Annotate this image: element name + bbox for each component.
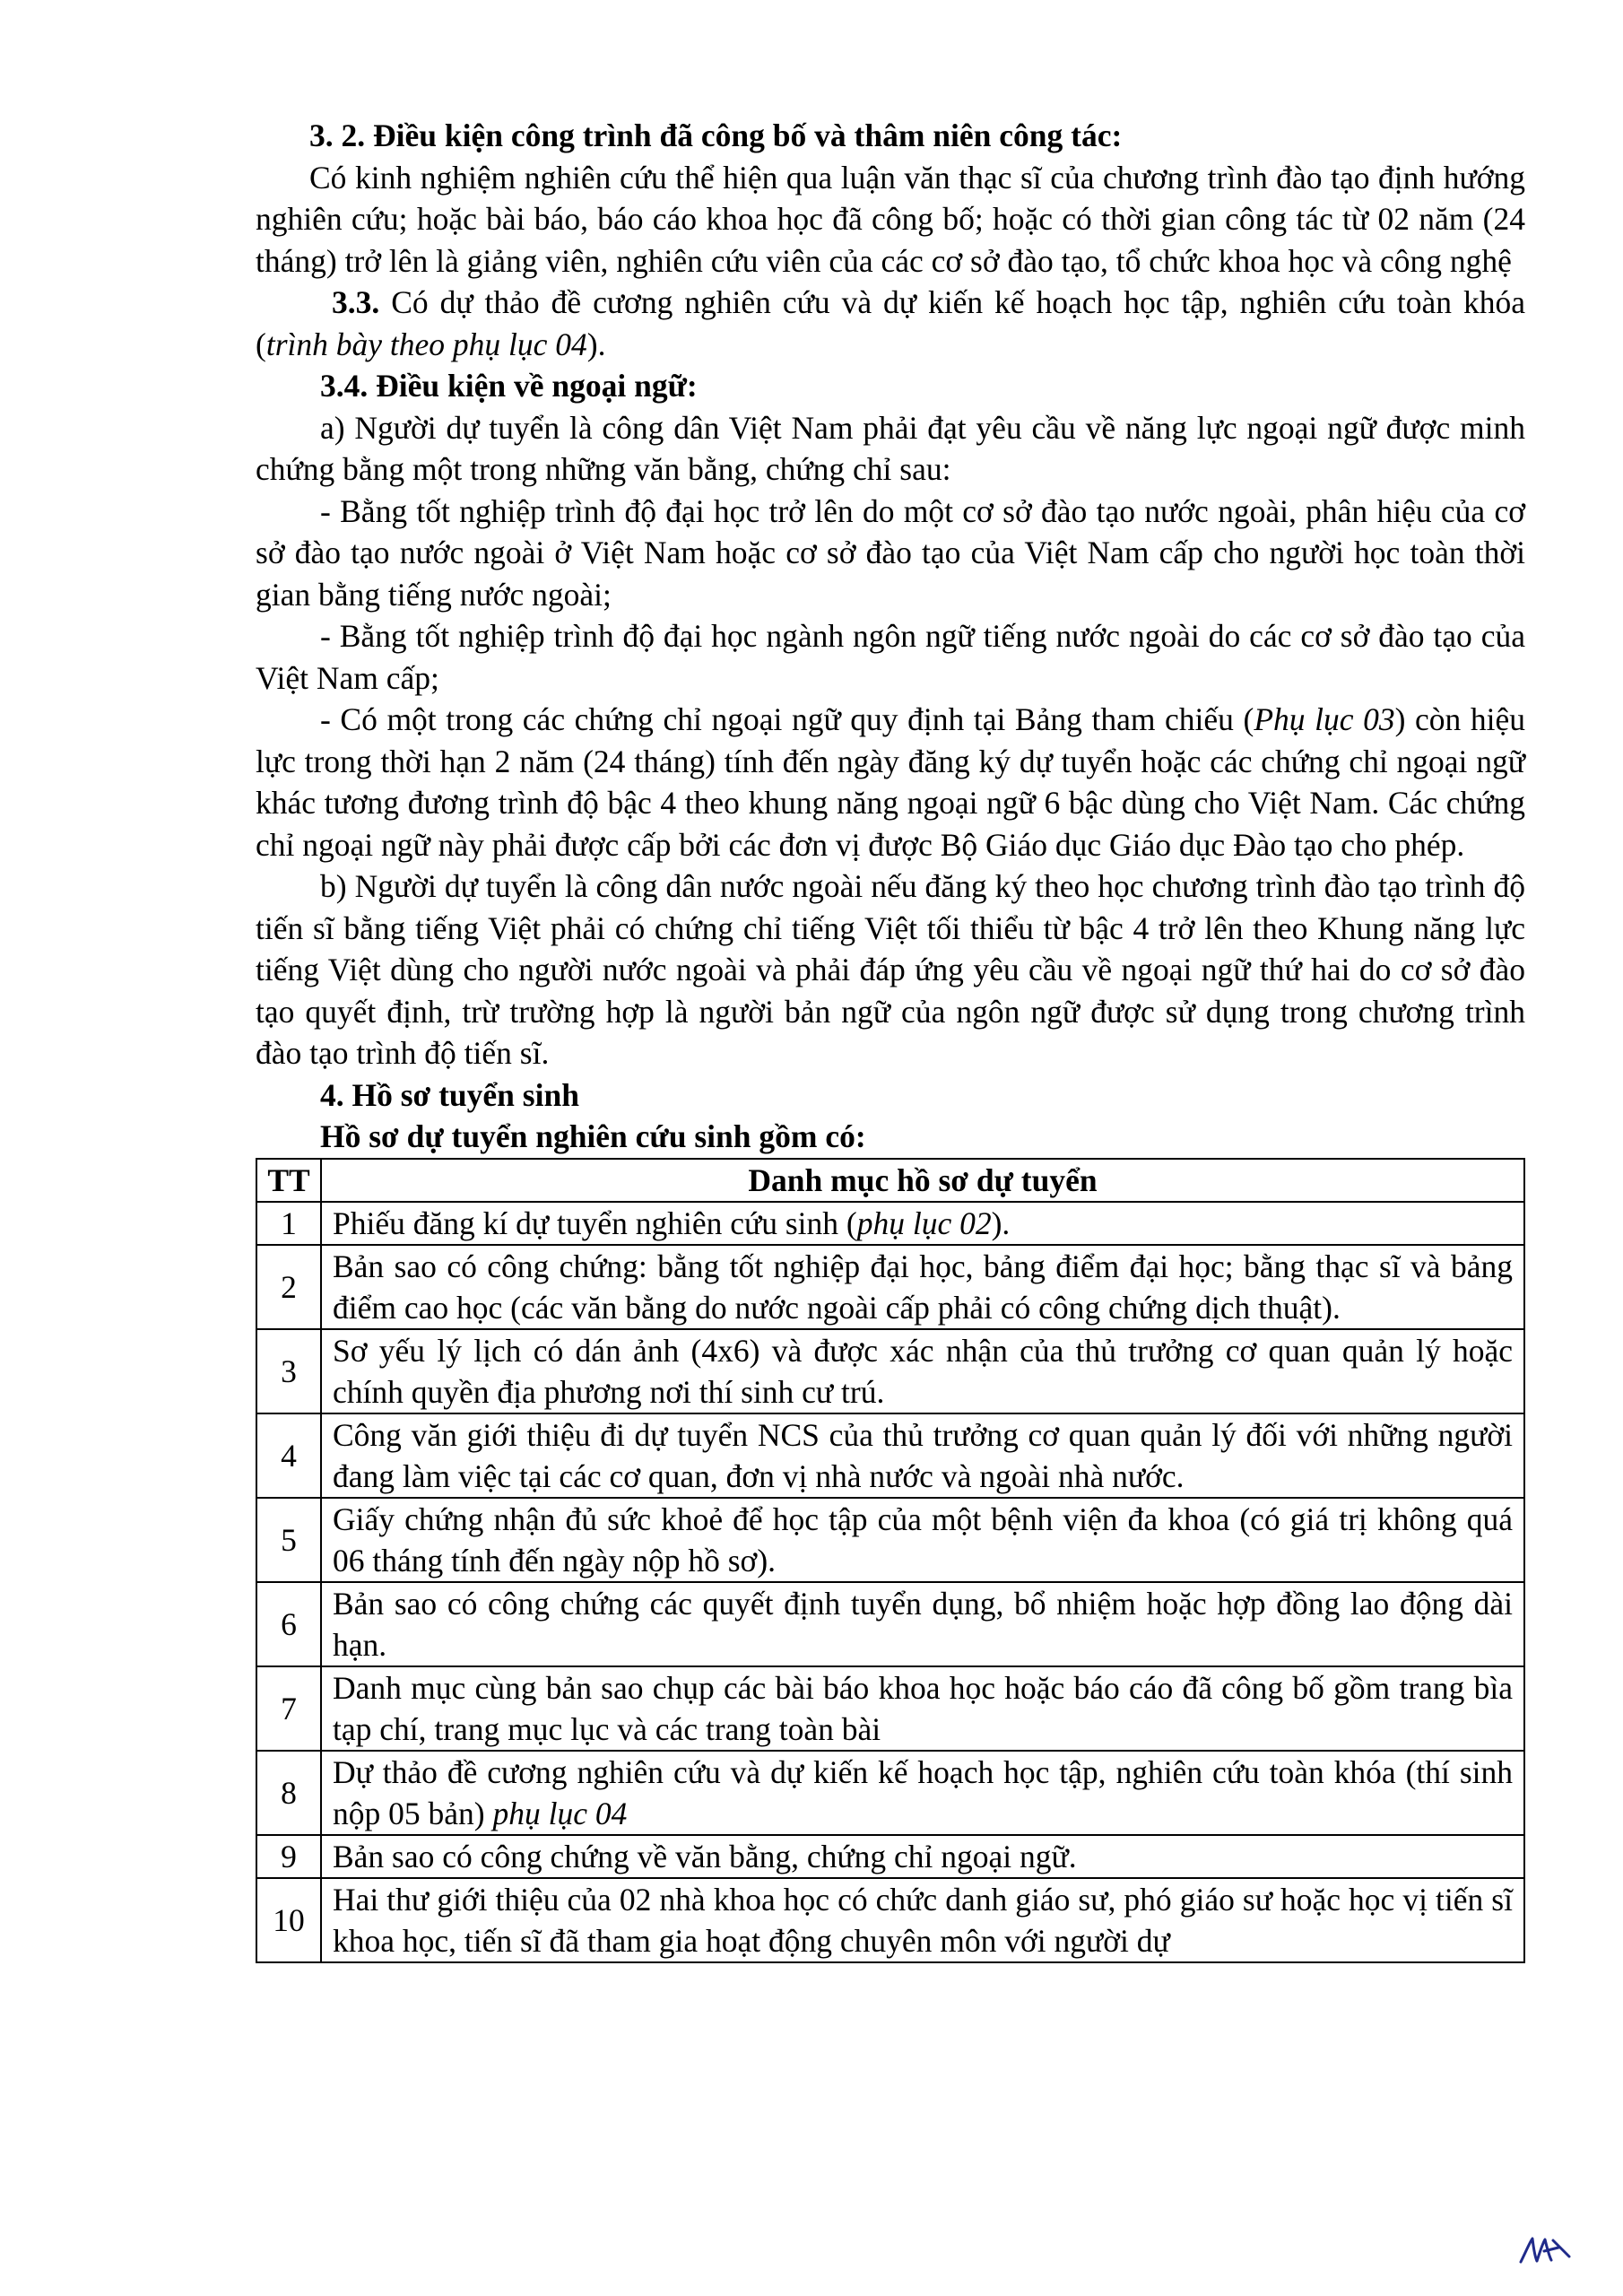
document-content (256, 115, 1525, 1963)
section-3-4-b: b) Người dự tuyển là công dân nước ngoài nếu đăng ký theo học chương trình đào tạo trình độ tiến sĩ bằng tiếng Việt phải có chứng chỉ tiếng Việt tối thiểu từ bậc 4 trở lên theo Khung năng lực tiếng Việt dùng cho người nước ngoài và phải đáp ứng yêu cầu về ngoại ngữ thứ hai do cơ sở đào tạo quyết định, trừ trường hợp là người bản ngữ của ngôn ngữ được sử dụng trong chương trình đào tạo trình độ tiến sĩ. (256, 868, 1525, 1071)
row-text: Công văn giới thiệu đi dự tuyển NCS của thủ trưởng cơ quan quản lý đối với những người đang làm việc tại các cơ quan, đơn vị nhà nước và ngoài nhà nước. (333, 1416, 1513, 1494)
row-text: Sơ yếu lý lịch có dán ảnh (4x6) và được xác nhận của thủ trưởng cơ quan quản lý hoặc chính quyền địa phương nơi thí sinh cư trú. (333, 1332, 1513, 1410)
row-number: 10 (256, 1878, 321, 1962)
row-description (321, 1878, 1524, 1962)
section-4-subheading: Hồ sơ dự tuyển nghiên cứu sinh gồm có: (320, 1118, 866, 1154)
row-text-end: ). (991, 1205, 1011, 1241)
section-3-3-paragraph (256, 282, 1525, 365)
table-row (256, 1498, 1524, 1582)
row-description (321, 1413, 1524, 1498)
row-text: Hai thư giới thiệu của 02 nhà khoa học có chức danh giáo sư, phó giáo sư hoặc học vị tiến sĩ khoa học, tiến sĩ đã tham gia hoạt động chuyên môn với người dự (333, 1881, 1513, 1959)
row-number: 9 (256, 1835, 321, 1878)
row-description (321, 1666, 1524, 1751)
table-row (256, 1245, 1524, 1329)
row-text: Phiếu đăng kí dự tuyển nghiên cứu sinh ( (333, 1205, 857, 1241)
row-description (321, 1202, 1524, 1245)
table-row (256, 1666, 1524, 1751)
header-name: Danh mục hồ sơ dự tuyển (321, 1159, 1524, 1202)
row-description (321, 1751, 1524, 1835)
section-3-4-bullet-2: - Bằng tốt nghiệp trình độ đại học ngành ngôn ngữ tiếng nước ngoài do các cơ sở đào tạo của Việt Nam cấp; (256, 618, 1525, 696)
row-description (321, 1498, 1524, 1582)
table-row (256, 1413, 1524, 1498)
section-4-heading: 4. Hồ sơ tuyển sinh (320, 1076, 579, 1113)
row-number: 3 (256, 1329, 321, 1413)
section-3-4-a: a) Người dự tuyển là công dân Việt Nam phải đạt yêu cầu về năng lực ngoại ngữ được minh chứng bằng một trong những văn bằng, chứng chỉ sau: (256, 409, 1525, 487)
row-number: 5 (256, 1498, 321, 1582)
row-italic: phụ lục 04 (492, 1795, 628, 1831)
row-description (321, 1582, 1524, 1666)
header-tt: TT (256, 1159, 321, 1202)
section-3-4-bullet-1: - Bằng tốt nghiệp trình độ đại học trở lên do một cơ sở đào tạo nước ngoài, phân hiệu của cơ sở đào tạo nước ngoài ở Việt Nam hoặc cơ sở đào tạo của Việt Nam cấp cho người học toàn thời gian bằng tiếng nước ngoài; (256, 492, 1525, 613)
row-italic: phụ lục 02 (856, 1205, 992, 1241)
row-number: 1 (256, 1202, 321, 1245)
row-text: Giấy chứng nhận đủ sức khoẻ để học tập của một bệnh viện đa khoa (có giá trị không quá 06 tháng tính đến ngày nộp hồ sơ). (333, 1500, 1513, 1578)
section-3-2-heading: 3. 2. Điều kiện công trình đã công bố và thâm niên công tác: (309, 117, 1123, 153)
row-number: 4 (256, 1413, 321, 1498)
bullet-3-italic: Phụ lục 03 (1254, 701, 1395, 737)
row-text: Danh mục cùng bản sao chụp các bài báo khoa học hoặc báo cáo đã công bố gồm trang bìa tạp chí, trang mục lục và các trang toàn bài (333, 1669, 1513, 1747)
section-3-2-body: Có kinh nghiệm nghiên cứu thể hiện qua luận văn thạc sĩ của chương trình đào tạo định hướng nghiên cứu; hoặc bài báo, báo cáo khoa học đã công bố; hoặc có thời gian công tác từ 02 năm (24 tháng) trở lên là giảng viên, nghiên cứu viên của các cơ sở đào tạo, tổ chức khoa học và công nghệ (256, 159, 1525, 279)
table-row (256, 1202, 1524, 1245)
bullet-3-pre: - Có một trong các chứng chỉ ngoại ngữ quy định tại Bảng tham chiếu ( (320, 701, 1254, 737)
signature-icon (1517, 2231, 1573, 2267)
row-number: 6 (256, 1582, 321, 1666)
row-description (321, 1329, 1524, 1413)
table-body (256, 1202, 1524, 1962)
section-3-3-italic: trình bày theo phụ lục 04 (265, 326, 587, 362)
table-row (256, 1878, 1524, 1962)
section-3-3-text: Có dự thảo đề cương nghiên cứu và dự kiến kế hoạch học tập, nghiên cứu toàn khóa ( (256, 284, 1525, 362)
table-row (256, 1582, 1524, 1666)
row-text: Bản sao có công chứng về văn bằng, chứng chỉ ngoại ngữ. (333, 1838, 1077, 1874)
row-number: 7 (256, 1666, 321, 1751)
row-text: Dự thảo đề cương nghiên cứu và dự kiến kế hoạch học tập, nghiên cứu toàn khóa (thí sinh nộp 05 bản) (333, 1753, 1513, 1831)
bullet-3-post: ) còn hiệu lực trong thời hạn 2 năm (24 tháng) tính đến ngày đăng ký dự tuyển hoặc các chứng chỉ ngoại ngữ khác tương đương trình độ bậc 4 theo khung năng ngoại ngữ 6 bậc dùng cho Việt Nam. Các chứng chỉ ngoại ngữ này phải được cấp bởi các đơn vị được Bộ Giáo dục Giáo dục Đào tạo cho phép. (256, 701, 1526, 863)
row-description (321, 1245, 1524, 1329)
row-text: Bản sao có công chứng các quyết định tuyển dụng, bổ nhiệm hoặc hợp đồng lao động dài hạn. (333, 1585, 1513, 1663)
table-row (256, 1835, 1524, 1878)
row-number: 8 (256, 1751, 321, 1835)
section-3-4-heading: 3.4. Điều kiện về ngoại ngữ: (320, 368, 698, 404)
table-row (256, 1751, 1524, 1835)
section-3-4-bullet-3 (256, 699, 1525, 865)
row-number: 2 (256, 1245, 321, 1329)
section-3-3-number: 3.3. (332, 284, 380, 320)
row-text: Bản sao có công chứng: bằng tốt nghiệp đại học, bảng điểm đại học; bằng thạc sĩ và bảng điểm cao học (các văn bằng do nước ngoài cấp phải có công chứng dịch thuật). (333, 1248, 1513, 1326)
row-description (321, 1835, 1524, 1878)
section-3-3-end: ). (586, 326, 606, 362)
table-row (256, 1329, 1524, 1413)
table-header-row (256, 1159, 1524, 1202)
document-list-table (256, 1158, 1525, 1963)
